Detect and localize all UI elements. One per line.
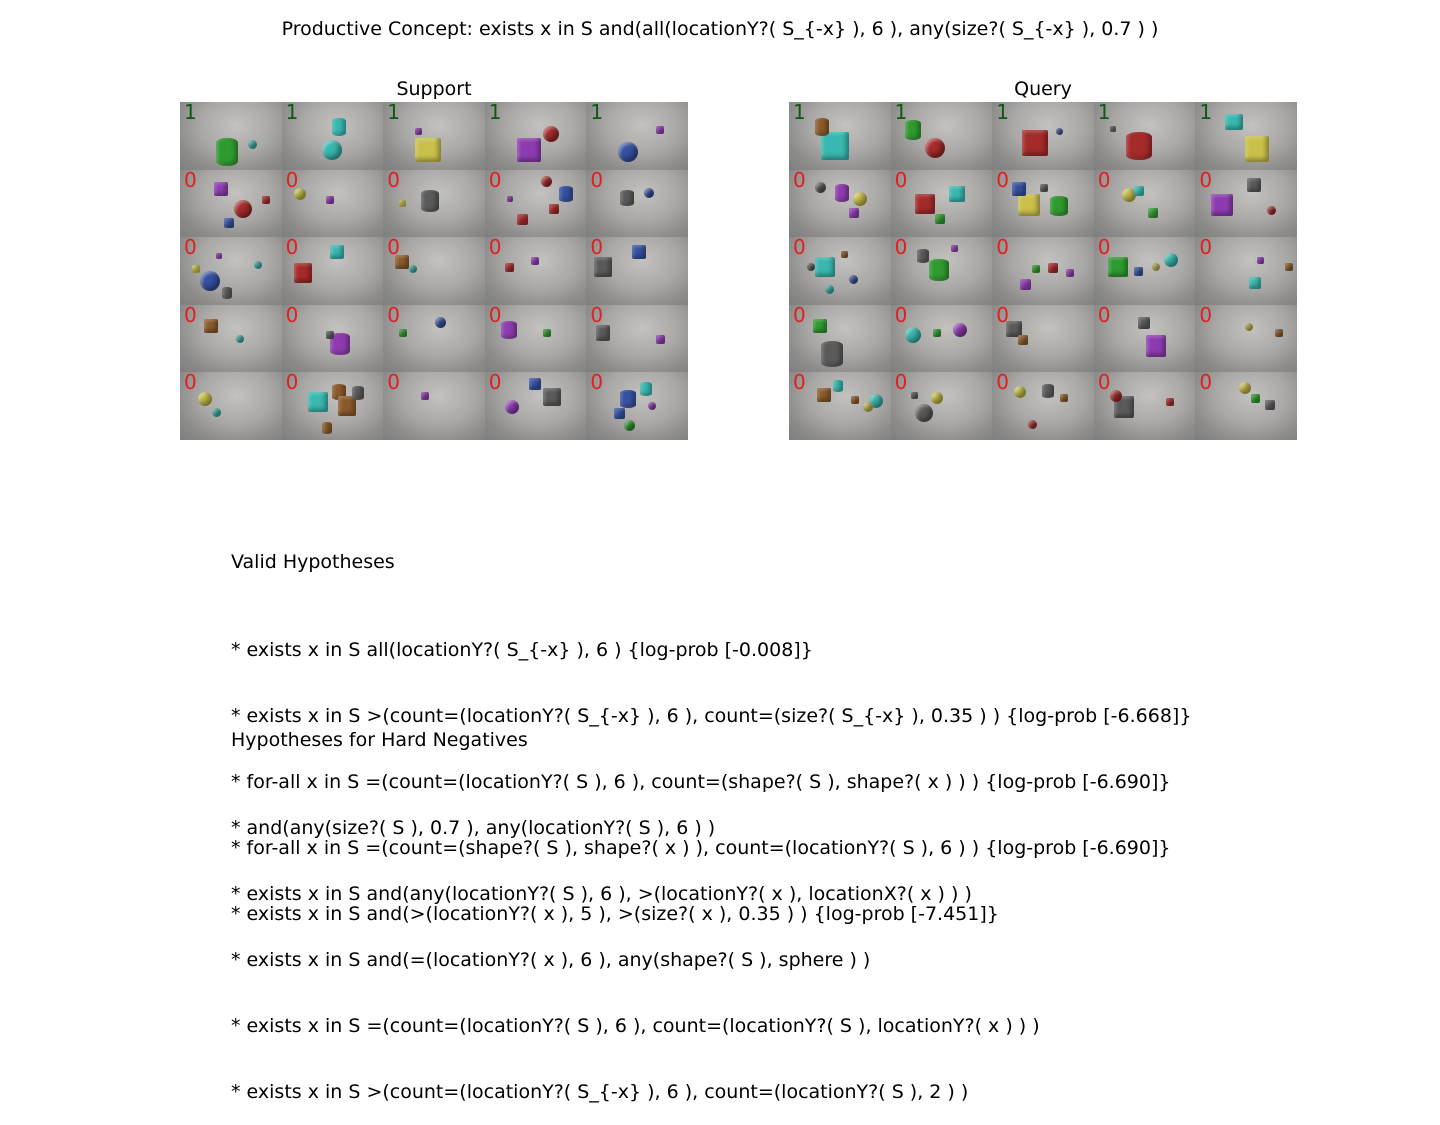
blue-sphere-object xyxy=(849,275,858,284)
purple-cube-object xyxy=(1020,279,1031,290)
query-cell-label: 0 xyxy=(1097,304,1111,327)
query-cell-label: 0 xyxy=(793,304,806,327)
query-image-cell xyxy=(789,372,891,440)
support-cell-label: 1 xyxy=(590,102,604,124)
brown-cube-object xyxy=(817,388,831,402)
query-cell-label: 1 xyxy=(996,102,1009,124)
query-cell-label: 0 xyxy=(1097,237,1111,260)
cyan-sphere-object xyxy=(322,140,342,160)
query-cell-label: 0 xyxy=(894,237,908,260)
query-cell-label: 0 xyxy=(1199,304,1213,327)
purple-cube-object xyxy=(326,196,334,204)
support-cell-label: 0 xyxy=(488,237,502,260)
query-image-cell xyxy=(992,305,1094,373)
hard-negative-hypothesis: * and(any(size?( S ), 0.7 ), any(locationY?( S ), 6 ) ) xyxy=(231,817,716,839)
cyan-sphere-object xyxy=(248,140,257,149)
query-image-cell xyxy=(992,372,1094,440)
green-cube-object xyxy=(1032,265,1040,273)
query-cell-label: 0 xyxy=(996,372,1009,395)
query-image-cell xyxy=(1094,237,1196,305)
support-image-cell xyxy=(383,102,485,170)
query-image-cell xyxy=(1195,305,1297,373)
support-cell-label: 0 xyxy=(184,237,197,260)
support-cell-label: 0 xyxy=(387,372,400,395)
support-image-cell xyxy=(485,237,587,305)
query-cell-label: 0 xyxy=(1097,372,1111,395)
cyan-cube-object xyxy=(821,132,849,160)
cyan-cube-object xyxy=(1249,277,1261,289)
purple-cube-object xyxy=(656,126,664,134)
valid-hypothesis: * for-all x in S =(count=(shape?( S ), shape?( x ) ), count=(locationY?( S ), 6 ) ) {log-prob [-6.690]} xyxy=(231,837,1171,859)
brown-cube-object xyxy=(1018,335,1028,345)
support-cell-label: 0 xyxy=(184,304,197,327)
query-grid xyxy=(789,102,1297,440)
support-cell-label: 0 xyxy=(488,372,502,395)
query-title: Query xyxy=(1014,78,1072,100)
blue-cylinder-object xyxy=(559,186,573,202)
support-grid xyxy=(180,102,688,440)
brown-cylinder-object xyxy=(815,118,829,136)
query-image-cell xyxy=(1094,102,1196,170)
brown-cube-object xyxy=(1285,263,1293,271)
query-image-cell xyxy=(891,305,993,373)
blue-sphere-object xyxy=(1056,128,1063,135)
cyan-sphere-object xyxy=(409,265,417,273)
support-cell-label: 0 xyxy=(488,169,502,192)
query-image-cell xyxy=(1195,170,1297,238)
query-image-cell xyxy=(891,102,993,170)
query-image-cell xyxy=(1195,372,1297,440)
red-sphere-object xyxy=(543,126,559,142)
red-sphere-object xyxy=(541,176,552,187)
support-image-cell xyxy=(282,237,384,305)
purple-cube-object xyxy=(656,335,665,344)
query-image-cell xyxy=(1094,372,1196,440)
query-cell-label: 0 xyxy=(793,237,806,260)
red-cube-object xyxy=(505,263,514,272)
blue-cylinder-object xyxy=(620,390,636,408)
hard-negatives-list xyxy=(231,773,1040,1125)
gray-cylinder-object xyxy=(352,386,364,400)
support-image-cell xyxy=(383,237,485,305)
red-sphere-object xyxy=(1028,420,1037,429)
support-cell-label: 1 xyxy=(285,102,299,124)
query-image-cell xyxy=(789,305,891,373)
query-cell-label: 0 xyxy=(996,237,1009,260)
query-cell-label: 1 xyxy=(894,102,908,124)
gray-sphere-object xyxy=(915,404,933,422)
query-cell-label: 0 xyxy=(894,304,908,327)
yellow-cube-object xyxy=(415,138,441,162)
yellow-sphere-object xyxy=(931,392,943,404)
query-cell-label: 0 xyxy=(1199,237,1213,260)
support-image-cell xyxy=(282,170,384,238)
cyan-cylinder-object xyxy=(833,380,843,392)
purple-sphere-object xyxy=(505,400,519,414)
cyan-cube-object xyxy=(949,186,965,202)
purple-cube-object xyxy=(1066,269,1074,277)
cyan-sphere-object xyxy=(1164,253,1178,267)
hard-negative-hypothesis: * exists x in S >(count=(locationY?( S_{-x} ), 6 ), count=(locationY?( S ), 2 ) ) xyxy=(231,1081,969,1103)
support-cell-label: 0 xyxy=(184,169,197,192)
purple-cylinder-object xyxy=(501,321,517,339)
cyan-sphere-object xyxy=(212,408,221,417)
yellow-sphere-object xyxy=(863,402,873,412)
green-cube-object xyxy=(1108,257,1128,277)
green-cube-object xyxy=(813,319,827,333)
support-image-cell xyxy=(586,372,688,440)
support-cell-label: 0 xyxy=(285,169,299,192)
purple-cube-object xyxy=(1146,335,1166,357)
query-image-cell xyxy=(1195,102,1297,170)
query-image-cell xyxy=(1094,305,1196,373)
red-sphere-object xyxy=(234,200,252,218)
cyan-cube-object xyxy=(1134,186,1144,196)
support-image-cell xyxy=(180,170,282,238)
figure-title: Productive Concept: exists x in S and(all(locationY?( S_{-x} ), 6 ), any(size?( S_{-x} ), 0.7 ) ) xyxy=(281,18,1159,40)
support-image-cell xyxy=(180,237,282,305)
cyan-cube-object xyxy=(330,245,344,259)
support-image-cell xyxy=(586,305,688,373)
query-cell-label: 0 xyxy=(996,169,1009,192)
query-image-cell xyxy=(789,170,891,238)
support-image-cell xyxy=(586,237,688,305)
hard-negative-hypothesis: * exists x in S and(any(locationY?( S ), 6 ), >(locationY?( x ), locationX?( x ) ) ) xyxy=(231,883,972,905)
cyan-cube-object xyxy=(308,392,328,412)
green-sphere-object xyxy=(624,420,635,431)
query-cell-label: 0 xyxy=(894,169,908,192)
support-cell-label: 0 xyxy=(590,169,604,192)
brown-cube-object xyxy=(1060,394,1068,402)
gray-cube-object xyxy=(326,331,334,339)
query-cell-label: 0 xyxy=(996,304,1009,327)
support-cell-label: 0 xyxy=(285,304,299,327)
support-cell-label: 1 xyxy=(488,102,502,124)
blue-cube-object xyxy=(224,218,234,228)
red-cube-object xyxy=(915,194,935,214)
support-cell-label: 0 xyxy=(590,237,604,260)
query-image-cell xyxy=(992,237,1094,305)
green-cube-object xyxy=(399,329,407,337)
query-image-cell xyxy=(891,170,993,238)
red-sphere-object xyxy=(925,138,945,158)
query-cell-label: 0 xyxy=(1097,169,1111,192)
red-cube-object xyxy=(1022,130,1048,156)
query-cell-label: 0 xyxy=(793,169,806,192)
valid-hypothesis: * for-all x in S =(count=(locationY?( S ), 6 ), count=(shape?( S ), shape?( x ) ) ) {log-prob [-6.690]} xyxy=(231,771,1171,793)
yellow-cube-object xyxy=(1245,136,1269,162)
brown-cube-object xyxy=(851,396,859,404)
green-cube-object xyxy=(543,329,551,337)
purple-cube-object xyxy=(415,128,422,135)
cyan-sphere-object xyxy=(254,261,262,269)
cyan-cylinder-object xyxy=(640,382,652,396)
support-image-cell xyxy=(383,372,485,440)
brown-cube-object xyxy=(1275,329,1283,337)
support-image-cell xyxy=(383,305,485,373)
support-cell-label: 0 xyxy=(387,169,400,192)
blue-sphere-object xyxy=(435,317,446,328)
support-cell-label: 1 xyxy=(387,102,400,124)
gray-cube-object xyxy=(1265,400,1275,410)
support-cell-label: 0 xyxy=(184,372,197,395)
query-cell-label: 0 xyxy=(793,372,806,395)
gray-cylinder-object xyxy=(1042,384,1054,398)
hard-negative-hypothesis: * exists x in S and(=(locationY?( x ), 6 ), any(shape?( S ), sphere ) ) xyxy=(231,949,871,971)
support-cell-label: 0 xyxy=(285,372,299,395)
query-cell-label: 0 xyxy=(894,372,908,395)
red-cylinder-object xyxy=(1126,132,1152,160)
gray-cube-object xyxy=(911,392,918,399)
blue-cube-object xyxy=(529,378,541,390)
cyan-cube-object xyxy=(1225,114,1243,130)
query-image-cell xyxy=(1094,170,1196,238)
gray-cube-object xyxy=(1138,317,1150,329)
support-image-cell xyxy=(180,102,282,170)
yellow-cube-object xyxy=(399,200,406,207)
cyan-sphere-object xyxy=(905,327,921,343)
blue-cube-object xyxy=(614,408,625,419)
blue-cube-object xyxy=(632,245,646,259)
gray-sphere-object xyxy=(815,182,826,193)
gray-cube-object xyxy=(596,325,610,341)
gray-cube-object xyxy=(543,388,561,406)
yellow-sphere-object xyxy=(198,392,212,406)
purple-cube-object xyxy=(214,182,228,196)
support-image-cell xyxy=(383,170,485,238)
purple-cylinder-object xyxy=(835,184,849,202)
purple-cube-object xyxy=(216,253,222,259)
green-cube-object xyxy=(933,329,941,337)
purple-cube-object xyxy=(421,392,429,400)
yellow-sphere-object xyxy=(1245,323,1253,331)
support-image-cell xyxy=(586,170,688,238)
cyan-sphere-object xyxy=(825,285,834,294)
query-image-cell xyxy=(1195,237,1297,305)
red-sphere-object xyxy=(1267,206,1276,215)
support-image-cell xyxy=(485,170,587,238)
yellow-sphere-object xyxy=(853,192,867,206)
purple-cube-object xyxy=(531,257,539,265)
red-cube-object xyxy=(1166,398,1174,406)
query-cell-label: 1 xyxy=(1097,102,1111,124)
query-image-cell xyxy=(992,170,1094,238)
red-cube-object xyxy=(517,214,528,225)
green-cube-object xyxy=(1148,208,1158,218)
cyan-sphere-object xyxy=(236,335,244,343)
support-cell-label: 0 xyxy=(285,237,299,260)
query-cell-label: 1 xyxy=(1199,102,1213,124)
cyan-cube-object xyxy=(815,257,835,277)
green-cylinder-object xyxy=(1050,196,1068,216)
support-image-cell xyxy=(282,372,384,440)
brown-cylinder-object xyxy=(322,422,332,434)
gray-cube-object xyxy=(1040,184,1048,192)
gray-cylinder-object xyxy=(421,190,439,212)
gray-sphere-object xyxy=(807,263,815,271)
red-cube-object xyxy=(1048,263,1058,273)
gray-cube-object xyxy=(1247,178,1261,192)
support-cell-label: 0 xyxy=(387,237,400,260)
blue-sphere-object xyxy=(200,271,220,291)
purple-cube-object xyxy=(1211,194,1233,216)
purple-cube-object xyxy=(849,208,859,218)
purple-cube-object xyxy=(507,196,513,202)
green-cube-object xyxy=(1251,394,1260,403)
purple-cube-object xyxy=(1257,257,1264,264)
query-cell-label: 0 xyxy=(1199,169,1213,192)
query-cell-label: 1 xyxy=(793,102,806,124)
support-image-cell xyxy=(282,102,384,170)
blue-cube-object xyxy=(1134,267,1143,276)
yellow-cube-object xyxy=(1018,194,1040,216)
red-cube-object xyxy=(262,196,270,204)
support-cell-label: 0 xyxy=(590,372,604,395)
green-cylinder-object xyxy=(216,138,238,166)
support-image-cell xyxy=(485,372,587,440)
support-image-cell xyxy=(485,102,587,170)
valid-hypothesis: * exists x in S >(count=(locationY?( S_{-x} ), 6 ), count=(size?( S_{-x} ), 0.35 ) ) {log-prob [-6.668]} xyxy=(231,705,1192,727)
red-cube-object xyxy=(294,263,312,283)
yellow-sphere-object xyxy=(1152,263,1160,271)
green-cylinder-object xyxy=(929,259,949,281)
blue-sphere-object xyxy=(644,188,654,198)
cyan-cylinder-object xyxy=(332,118,346,136)
query-image-cell xyxy=(891,372,993,440)
purple-cube-object xyxy=(951,245,958,252)
support-image-cell xyxy=(586,102,688,170)
gray-cylinder-object xyxy=(620,190,634,206)
blue-sphere-object xyxy=(618,142,638,162)
brown-cube-object xyxy=(841,251,848,258)
gray-cube-object xyxy=(594,257,612,277)
hard-negative-hypothesis: * exists x in S =(count=(locationY?( S ), 6 ), count=(locationY?( S ), locationY?( x ) ) ) xyxy=(231,1015,1040,1037)
purple-cube-object xyxy=(517,138,541,162)
hard-negatives-heading: Hypotheses for Hard Negatives xyxy=(231,729,528,751)
valid-hypotheses-heading: Valid Hypotheses xyxy=(231,551,395,573)
support-image-cell xyxy=(485,305,587,373)
support-image-cell xyxy=(282,305,384,373)
blue-cube-object xyxy=(1012,182,1026,196)
query-image-cell xyxy=(891,237,993,305)
query-image-cell xyxy=(789,102,891,170)
yellow-sphere-object xyxy=(1014,386,1026,398)
query-image-cell xyxy=(992,102,1094,170)
gray-cylinder-object xyxy=(222,287,232,299)
support-cell-label: 0 xyxy=(488,304,502,327)
valid-hypothesis: * exists x in S and(>(locationY?( x ), 5 ), >(size?( x ), 0.35 ) ) {log-prob [-7.451]} xyxy=(231,903,999,925)
support-image-cell xyxy=(180,305,282,373)
query-image-cell xyxy=(789,237,891,305)
support-cell-label: 0 xyxy=(387,304,400,327)
brown-cube-object xyxy=(204,319,218,333)
gray-cube-object xyxy=(1110,126,1116,132)
yellow-sphere-object xyxy=(1239,382,1251,394)
yellow-cube-object xyxy=(192,265,200,273)
support-cell-label: 1 xyxy=(184,102,197,124)
purple-sphere-object xyxy=(648,402,656,410)
red-cube-object xyxy=(549,204,559,214)
purple-sphere-object xyxy=(953,323,967,337)
support-image-cell xyxy=(180,372,282,440)
support-cell-label: 0 xyxy=(590,304,604,327)
gray-cylinder-object xyxy=(917,249,929,263)
support-title: Support xyxy=(396,78,472,100)
gray-cylinder-object xyxy=(821,341,843,367)
valid-hypothesis: * exists x in S all(locationY?( S_{-x} ), 6 ) {log-prob [-0.008]} xyxy=(231,639,813,661)
query-cell-label: 0 xyxy=(1199,372,1213,395)
green-cube-object xyxy=(935,214,945,224)
